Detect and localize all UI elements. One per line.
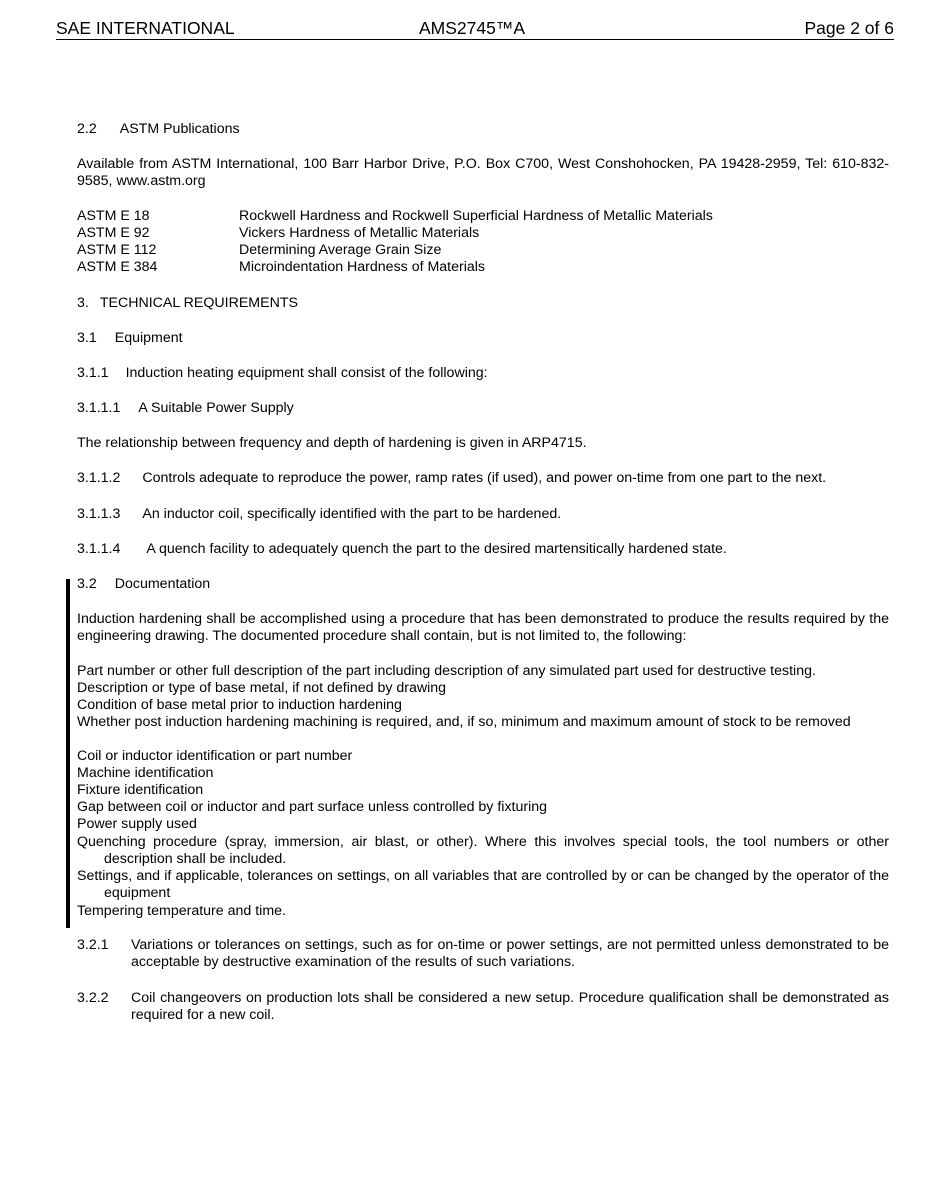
section-title: TECHNICAL REQUIREMENTS <box>99 295 298 311</box>
header-page-number: Page 2 of 6 <box>804 18 894 38</box>
reference-code: ASTM E 384 <box>77 259 158 275</box>
reference-code: ASTM E 92 <box>77 225 150 241</box>
reference-title: Determining Average Grain Size <box>239 242 442 258</box>
section-number: 3.1.1.1 <box>77 400 121 416</box>
reference-title: Microindentation Hardness of Materials <box>239 259 486 275</box>
list-item: Gap between coil or inductor and part surface unless controlled by fixturing <box>77 799 548 815</box>
list-item: Machine identification <box>77 765 214 781</box>
section-title: ASTM Publications <box>119 121 240 137</box>
reference-code: ASTM E 112 <box>77 242 157 258</box>
section-3-2-heading <box>77 576 210 593</box>
section-3-1-1 <box>77 365 488 382</box>
section-text: Variations or tolerances on settings, such as for on-time or power settings, are not permitted unless demonstrated to be acceptable by destructive examination of the results of such variations. <box>131 937 889 970</box>
section-number: 3.1 <box>77 330 97 346</box>
reference-title: Vickers Hardness of Metallic Materials <box>239 225 480 241</box>
section-number: 3.1.1 <box>77 365 109 381</box>
section-3-1-1-3 <box>77 506 561 523</box>
section-number: 2.2 <box>77 121 97 137</box>
list-item: Part number or other full description of the part including description of any simulated part used for destructive testing. <box>77 663 816 679</box>
list-item: Settings, and if applicable, tolerances on settings, on all variables that are controlled by or can be changed by the operator of the equipment <box>77 868 889 901</box>
section-number: 3.2.1 <box>77 937 109 953</box>
header-document-id: AMS2745™A <box>419 18 526 38</box>
section-number: 3.2.2 <box>77 990 109 1006</box>
section-number: 3.2 <box>77 576 97 592</box>
section-3-1-1-4 <box>77 541 727 558</box>
section-text: A quench facility to adequately quench the part to the desired martensitically hardened state. <box>146 541 727 557</box>
header-organization: SAE INTERNATIONAL <box>56 18 235 38</box>
section-number: 3.1.1.4 <box>77 541 121 557</box>
astm-availability-text: Available from ASTM International, 100 Barr Harbor Drive, P.O. Box C700, West Conshohocken, PA 19428-2959, Tel: 610-832-9585, www.astm.org <box>77 156 889 189</box>
reference-title: Rockwell Hardness and Rockwell Superficial Hardness of Metallic Materials <box>239 208 713 224</box>
list-item: Description or type of base metal, if not defined by drawing <box>77 680 447 696</box>
reference-code: ASTM E 18 <box>77 208 150 224</box>
documentation-intro: Induction hardening shall be accomplished using a procedure that has been demonstrated to produce the results required by the engineering drawing. The documented procedure shall contain, but is not limited to, the following: <box>77 611 889 644</box>
list-item: Whether post induction hardening machining is required, and, if so, minimum and maximum amount of stock to be removed <box>77 714 851 730</box>
frequency-note: The relationship between frequency and depth of hardening is given in ARP4715. <box>77 435 587 451</box>
section-text: An inductor coil, specifically identified with the part to be hardened. <box>142 506 562 522</box>
list-item: Quenching procedure (spray, immersion, air blast, or other). Where this involves special tools, the tool numbers or other description shall be included. <box>77 834 889 867</box>
section-title: Equipment <box>114 330 183 346</box>
list-item: Coil or inductor identification or part number <box>77 748 353 764</box>
list-item: Power supply used <box>77 816 197 832</box>
list-item: Fixture identification <box>77 782 204 798</box>
section-3-1-1-2 <box>77 470 826 487</box>
section-2-2-heading <box>77 121 240 138</box>
section-3-1-1-1 <box>77 400 294 417</box>
section-3-heading <box>77 295 298 312</box>
section-text: Controls adequate to reproduce the power, ramp rates (if used), and power on-time from one part to the next. <box>142 470 827 486</box>
section-number: 3.1.1.3 <box>77 506 121 522</box>
list-item: Tempering temperature and time. <box>77 903 286 919</box>
list-item: Condition of base metal prior to induction hardening <box>77 697 402 713</box>
section-text: A Suitable Power Supply <box>138 400 294 416</box>
page-header <box>56 17 894 40</box>
section-text: Coil changeovers on production lots shall be considered a new setup. Procedure qualification shall be demonstrated as required for a new coil. <box>131 990 889 1023</box>
revision-change-bar <box>66 579 70 928</box>
section-title: Documentation <box>114 576 211 592</box>
section-3-1-heading <box>77 330 183 347</box>
section-text: Induction heating equipment shall consist of the following: <box>125 365 488 381</box>
section-number: 3.1.1.2 <box>77 470 121 486</box>
section-number: 3. <box>77 295 89 311</box>
